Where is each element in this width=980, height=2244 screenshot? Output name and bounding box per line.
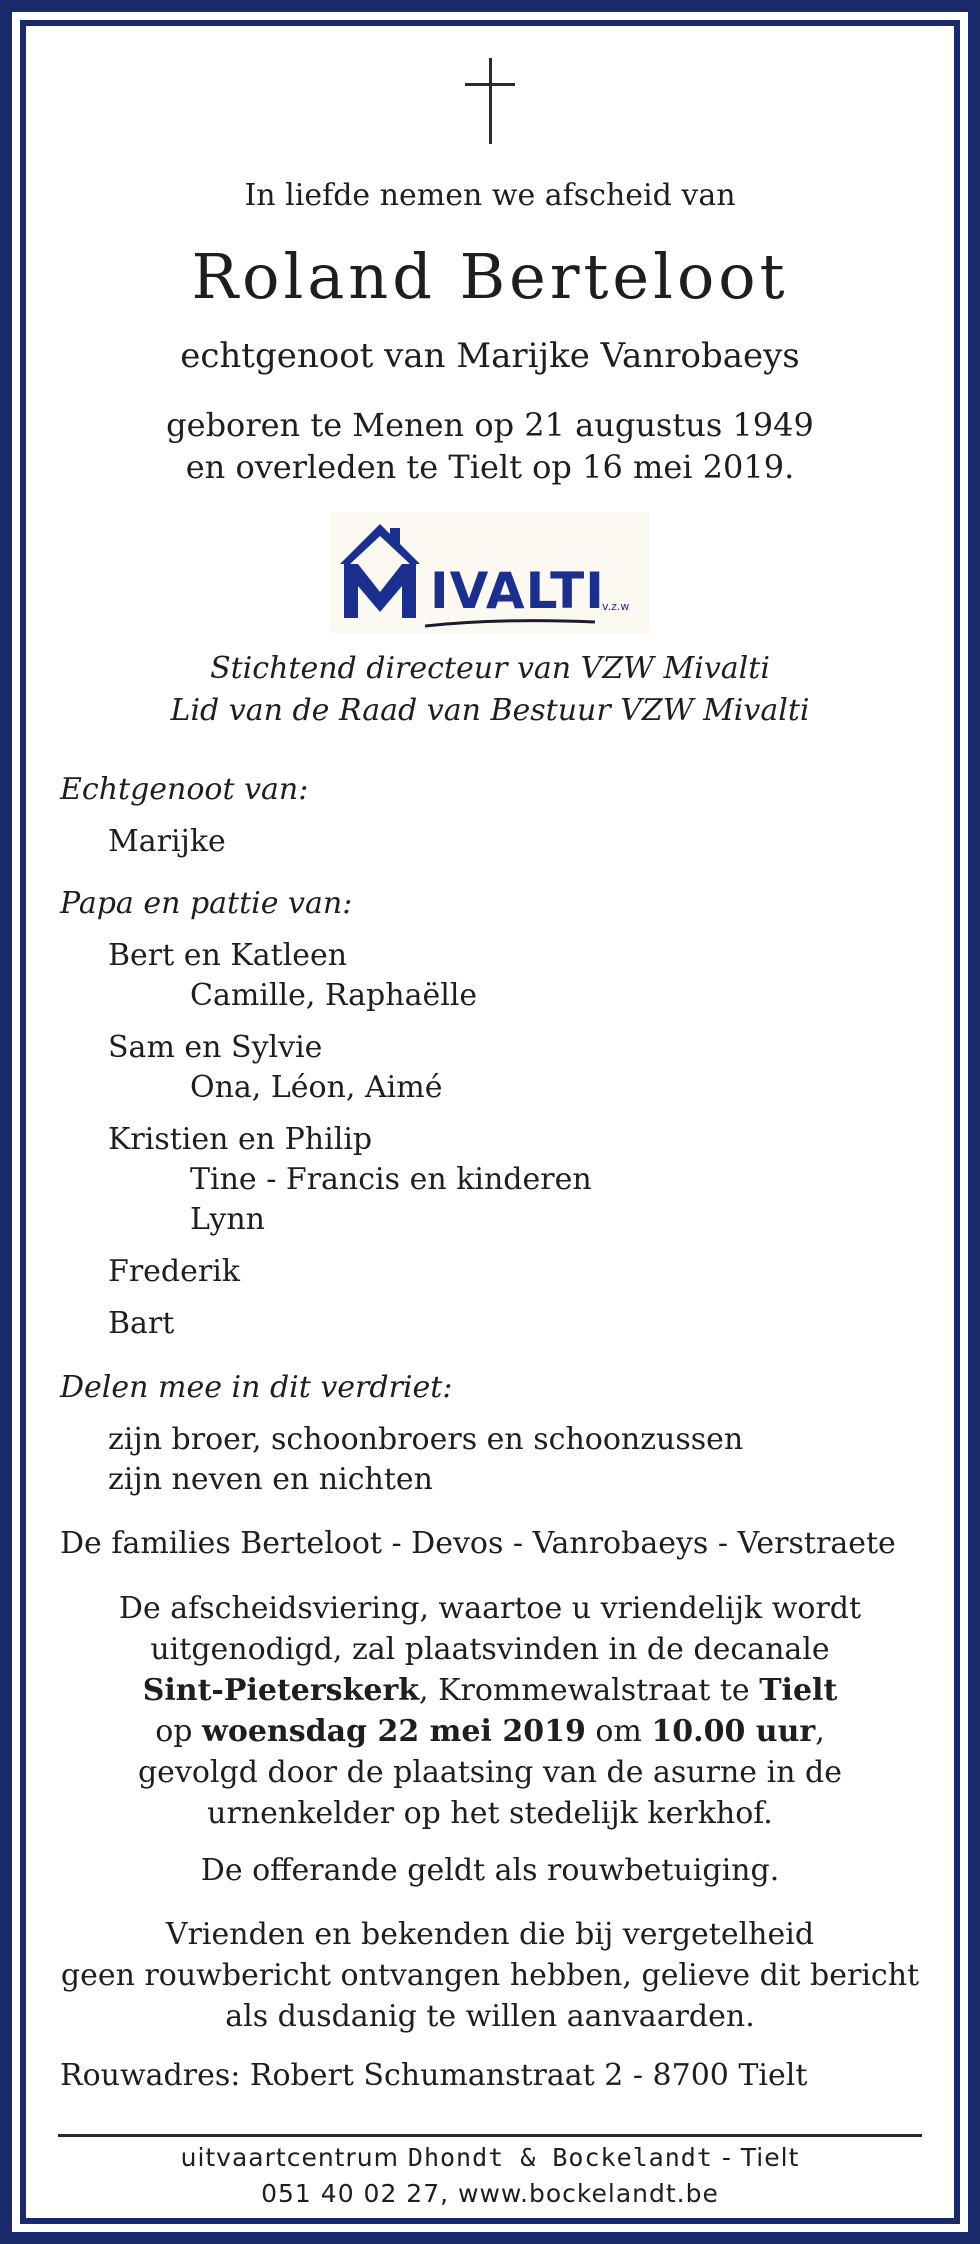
address-line: Rouwadres: Robert Schumanstraat 2 - 8700 Tielt [60,2058,808,2093]
missed-notice [0,1914,980,2037]
grief-line: zijn broer, schoonbroers en schoonzussen [108,1422,744,1457]
offering-text: De offerande geldt als rouwbetuiging. [200,1853,780,1888]
mivalti-logo [330,512,650,634]
child-name: Kristien en Philip [108,1122,373,1157]
spouse-name: Marijke [108,824,226,859]
cross-icon-bar [465,83,515,86]
ceremony-text [0,1588,980,1834]
child-name: Bert en Katleen [108,938,348,973]
families-line: De families Berteloot - Devos - Vanrobaeys - Verstraete [60,1526,896,1561]
role-line: Stichtend directeur van VZW Mivalti [210,651,770,686]
ceremony-date: woensdag 22 mei 2019 [202,1714,586,1749]
street-text: , Krommewalstraat te [419,1673,760,1708]
children-heading: Papa en pattie van: [60,886,353,921]
ceremony-location [0,1670,980,1711]
child-name: Frederik [108,1254,240,1289]
grief-line: zijn neven en nichten [108,1462,433,1497]
footer-prefix: uitvaartcentrum [180,2143,408,2172]
spouse-heading: Echtgenoot van: [60,772,309,807]
child-name: Bart [108,1306,175,1341]
ceremony-line: uitgenodigd, zal plaatsvinden in de decanale [150,1632,830,1667]
op-text: op [155,1714,202,1749]
town-name: Tielt [759,1673,838,1708]
child-name: Sam en Sylvie [108,1030,323,1065]
deceased-name: Roland Berteloot [191,240,789,313]
om-text: om [585,1714,652,1749]
role-line: Lid van de Raad van Bestuur VZW Mivalti [170,693,810,728]
grandchildren: Tine - Francis en kinderen [190,1162,592,1197]
footer-divider [58,2134,922,2137]
ceremony-line: urnenkelder op het stedelijk kerkhof. [207,1796,773,1831]
cross-icon [489,58,492,144]
logo-suffix: v.z.w [602,600,630,613]
grief-heading: Delen mee in dit verdriet: [60,1370,453,1405]
missed-line: geen rouwbericht ontvangen hebben, gelieve dit bericht [60,1958,920,1993]
footer [0,2140,980,2212]
ceremony-line: De afscheidsviering, waartoe u vriendelijk wordt [118,1591,862,1626]
missed-line: als dusdanig te willen aanvaarden. [225,1999,755,2034]
roles [0,648,980,732]
life-dates [0,404,980,488]
logo-text: IVALTI [430,562,605,620]
grandchildren: Lynn [190,1202,265,1237]
comma-text: , [815,1714,825,1749]
grandchildren: Ona, Léon, Aimé [190,1070,443,1105]
spouse-line: echtgenoot van Marijke Vanrobaeys [180,336,800,376]
died-line: en overleden te Tielt op 16 mei 2019. [185,448,795,486]
grandchildren: Camille, Raphaëlle [190,978,478,1013]
born-line: geboren te Menen op 21 augustus 1949 [166,406,814,444]
ceremony-datetime [0,1711,980,1752]
ceremony-line: gevolgd door de plaatsing van de asurne in de [137,1755,843,1790]
ceremony-time: 10.00 uur [651,1714,816,1749]
footer-company-line [0,2140,980,2176]
church-name: Sint-Pieterskerk [142,1673,420,1708]
footer-contact: 051 40 02 27, www.bockelandt.be [261,2179,719,2208]
footer-company: Dhondt & Bockelandt [407,2143,713,2172]
footer-suffix: - Tielt [712,2143,800,2172]
intro-text: In liefde nemen we afscheid van [244,178,736,213]
missed-line: Vrienden en bekenden die bij vergetelheid [165,1917,815,1952]
